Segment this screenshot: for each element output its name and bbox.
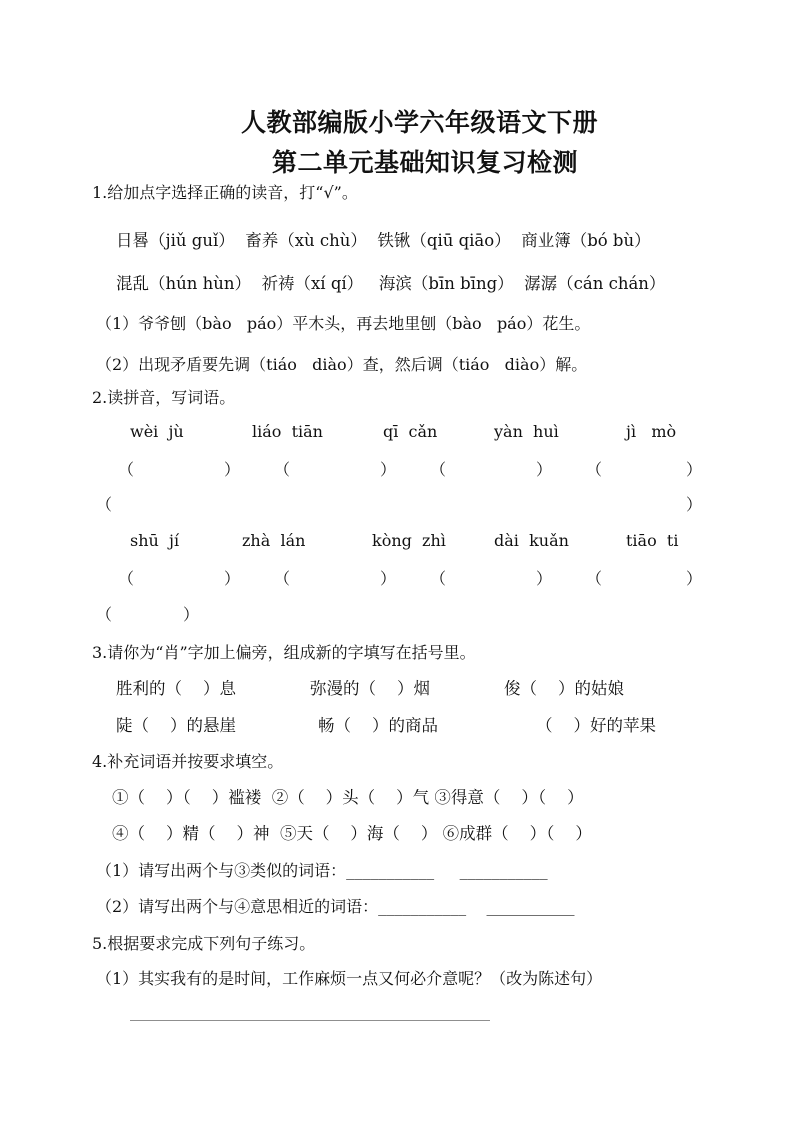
- answer-paren-open: （: [96, 605, 113, 624]
- question-3-item: 陡（ ）的悬崖: [116, 716, 236, 735]
- answer-paren-open: （: [274, 460, 291, 479]
- question-3-item: （ ）好的苹果: [536, 716, 656, 735]
- question-3-item: 胜利的（ ）息: [116, 679, 236, 698]
- answer-paren-open: （: [430, 569, 447, 588]
- answer-paren-open: （: [118, 460, 135, 479]
- answer-paren-open: （: [586, 460, 603, 479]
- pinyin-3: qī cǎn: [383, 422, 438, 441]
- answer-paren-close: ）: [686, 569, 703, 588]
- answer-paren-close: ）: [224, 569, 241, 588]
- question-3-heading: 3.请你为“肖”字加上偏旁，组成新的字填写在括号里。: [92, 643, 476, 662]
- answer-paren-open: （: [274, 569, 291, 588]
- question-1-row-1: 日晷（jiǔ guǐ） 畜养（xù chù） 铁锹（qiū qiāo） 商业簿（bó bù）: [116, 231, 651, 250]
- answer-paren-open: （: [430, 460, 447, 479]
- question-3-item: 弥漫的（ ）烟: [310, 679, 430, 698]
- question-4-sentence-1: （1）请写出两个与③类似的词语：___________ ___________: [96, 861, 548, 880]
- answer-paren-close: ）: [536, 460, 553, 479]
- pinyin-8: kòng zhì: [372, 531, 446, 550]
- question-3-item: 俊（ ）的姑娘: [504, 679, 624, 698]
- question-1-sentence-2: （2）出现矛盾要先调（tiáo diào）查，然后调（tiáo diào）解。: [96, 355, 588, 374]
- answer-paren-open: （: [586, 569, 603, 588]
- pinyin-4: yàn huì: [494, 422, 559, 441]
- answer-paren-close: ）: [224, 460, 241, 479]
- pinyin-5: jì mò: [626, 422, 677, 441]
- answer-paren-close: ）: [686, 460, 703, 479]
- document-title-line-2: 第二单元基础知识复习检测: [272, 148, 579, 177]
- answer-paren-open: （: [96, 495, 113, 514]
- document-title-line-1: 人教部编版小学六年级语文下册: [241, 108, 599, 137]
- question-5-heading: 5.根据要求完成下列句子练习。: [92, 934, 316, 953]
- question-5-sentence-1: （1）其实我有的是时间，工作麻烦一点又何必介意呢？（改为陈述句）: [96, 969, 603, 988]
- question-2-heading: 2.读拼音，写词语。: [92, 388, 236, 407]
- question-1-heading: 1.给加点字选择正确的读音，打“√”。: [92, 183, 358, 202]
- question-4-row-1: ①（ ）（ ）褴褛 ②（ ）头（ ）气 ③得意（ ）（ ）: [112, 788, 584, 807]
- answer-paren-close: ）: [183, 605, 200, 624]
- question-1-row-2: 混乱（hún hùn） 祈祷（xí qí） 海滨（bīn bīng） 潺潺（cán chán）: [116, 274, 666, 293]
- pinyin-10: tiāo ti: [626, 531, 679, 550]
- question-1-sentence-1: （1）爷爷刨（bào páo）平木头，再去地里刨（bào páo）花生。: [96, 314, 591, 333]
- answer-paren-close: ）: [380, 569, 397, 588]
- answer-paren-close: ）: [536, 569, 553, 588]
- question-4-heading: 4.补充词语并按要求填空。: [92, 752, 284, 771]
- pinyin-7: zhà lán: [242, 531, 306, 550]
- question-4-row-2: ④（ ）精（ ）神 ⑤天（ ）海（ ） ⑥成群（ ）（ ）: [112, 824, 592, 843]
- answer-paren-open: （: [118, 569, 135, 588]
- question-4-sentence-2: （2）请写出两个与④意思相近的词语：___________ ___________: [96, 897, 575, 916]
- answer-line: ____________________________________________________________: [130, 1007, 490, 1021]
- pinyin-1: wèi jù: [130, 422, 184, 441]
- answer-paren-close: ）: [686, 495, 703, 514]
- answer-paren-close: ）: [380, 460, 397, 479]
- pinyin-2: liáo tiān: [252, 422, 323, 441]
- pinyin-9: dài kuǎn: [494, 531, 569, 550]
- pinyin-6: shū jí: [130, 531, 180, 550]
- question-3-item: 畅（ ）的商品: [318, 716, 438, 735]
